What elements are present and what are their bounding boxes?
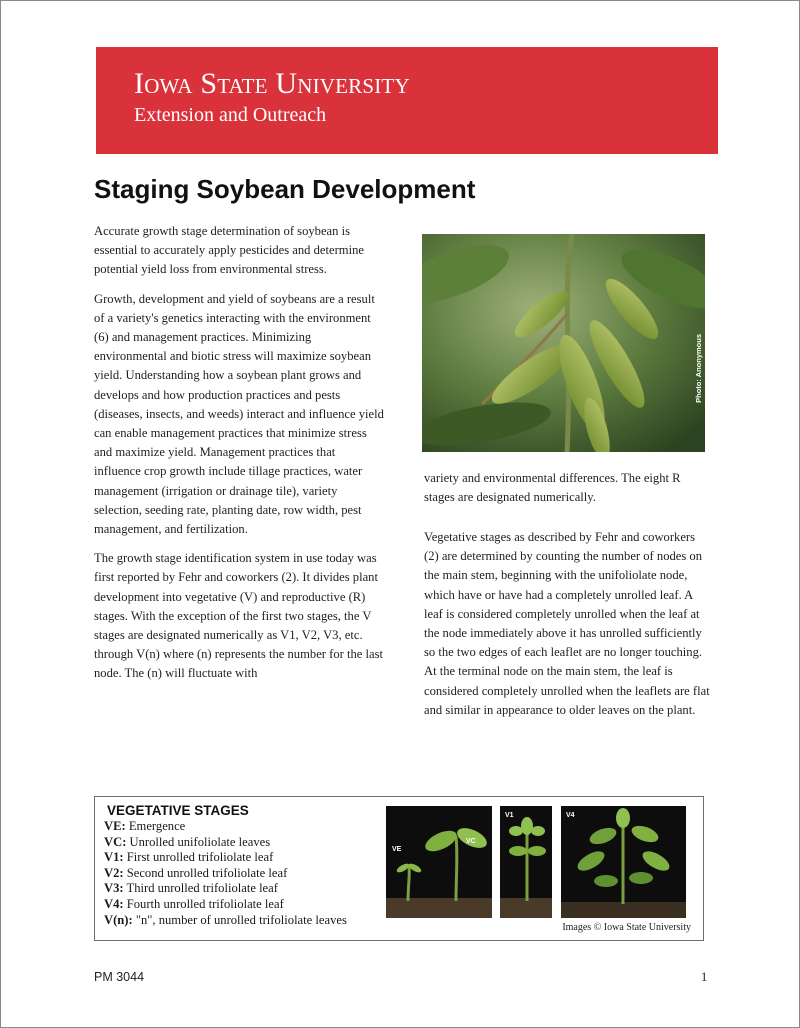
stages-title: VEGETATIVE STAGES: [107, 803, 249, 818]
paragraph: Vegetative stages as described by Fehr and coworkers (2) are determined by counting the number of nodes on the main stem, beginning with the unifoliolate node, which have or have had a completely unrolled leaf. A leaf is considered completely unrolled when the leaf at the node immediately above it has unrolled sufficiently so the two edges of each leaflet are no longer touching. At the terminal node on the main stem, the leaf is considered completely unrolled when the leaflets are flat and similar in appearance to older leaves on the plant.: [424, 530, 710, 717]
paragraph: variety and environmental differences. The eight R stages are designated numerically.: [424, 471, 681, 505]
right-column-continuation: [424, 469, 710, 517]
stage-item: V3: Third unrolled trifoliolate leaf: [104, 881, 278, 896]
photo-credit: Photo: Anonymous: [694, 334, 703, 403]
university-logo-text: Iowa State University: [134, 67, 410, 100]
paragraph: The growth stage identification system in use today was first reported by Fehr and coworkers (2). It divides plant development into vegetative (V) and reproductive (R) stages. With the exception of the first two stages, the V stages are designated numerically as V1, V2, V3, etc. through V(n) where (n) represents the number for the last node. The (n) will fluctuate with: [94, 551, 383, 681]
left-column: [94, 222, 384, 694]
stage-list: [104, 819, 347, 928]
stage-item: VE: Emergence: [104, 819, 186, 833]
v1-seedling-photo: [500, 806, 552, 918]
publication-number: PM 3044: [94, 970, 145, 984]
stage-item: VC: Unrolled unifoliolate leaves: [104, 834, 271, 849]
thumb-label: V4: [566, 812, 575, 819]
thumb-label: VE: [392, 846, 402, 853]
soybean-pods-illustration: [422, 234, 705, 452]
images-credit: Images © Iowa State University: [562, 922, 691, 933]
stage-item: V4: Fourth unrolled trifoliolate leaf: [104, 896, 284, 911]
stage-item: V(n): "n", number of unrolled trifoliolate leaves: [104, 912, 347, 927]
thumb-label: VC: [466, 838, 476, 845]
v4-plant-photo: [561, 806, 686, 918]
ve-vc-seedling-photo: [386, 806, 492, 918]
stage-item: V1: First unrolled trifoliolate leaf: [104, 850, 274, 865]
right-column: [424, 528, 710, 730]
thumb-label: V1: [505, 812, 514, 819]
paragraph: Growth, development and yield of soybeans are a result of a variety's genetics interacting with the environment (6) and management practices. Minimizing environmental and biotic stress will maximize soybean yield. Understanding how a soybean plant grows and develops and how production practices and pests (diseases, insects, and weeds) interact and influence yield can enable management practices that minimize stress and maximize yield. Management practices that influence crop growth include tillage practices, water management (irrigation or drainage tile), variety selection, seeding rate, planting date, row width, pest management, and fertilization.: [94, 291, 384, 537]
unit-name: Extension and Outreach: [134, 104, 327, 126]
stage-item: V2: Second unrolled trifoliolate leaf: [104, 865, 288, 880]
soybean-pods-photo: [422, 234, 705, 452]
header-banner: [96, 47, 718, 154]
vegetative-stages-box: [94, 796, 704, 941]
page-title: Staging Soybean Development: [94, 174, 476, 204]
paragraph: Accurate growth stage determination of soybean is essential to accurately apply pesticides and determine potential yield loss from environmental stress.: [94, 224, 364, 277]
page-number: 1: [701, 970, 708, 984]
